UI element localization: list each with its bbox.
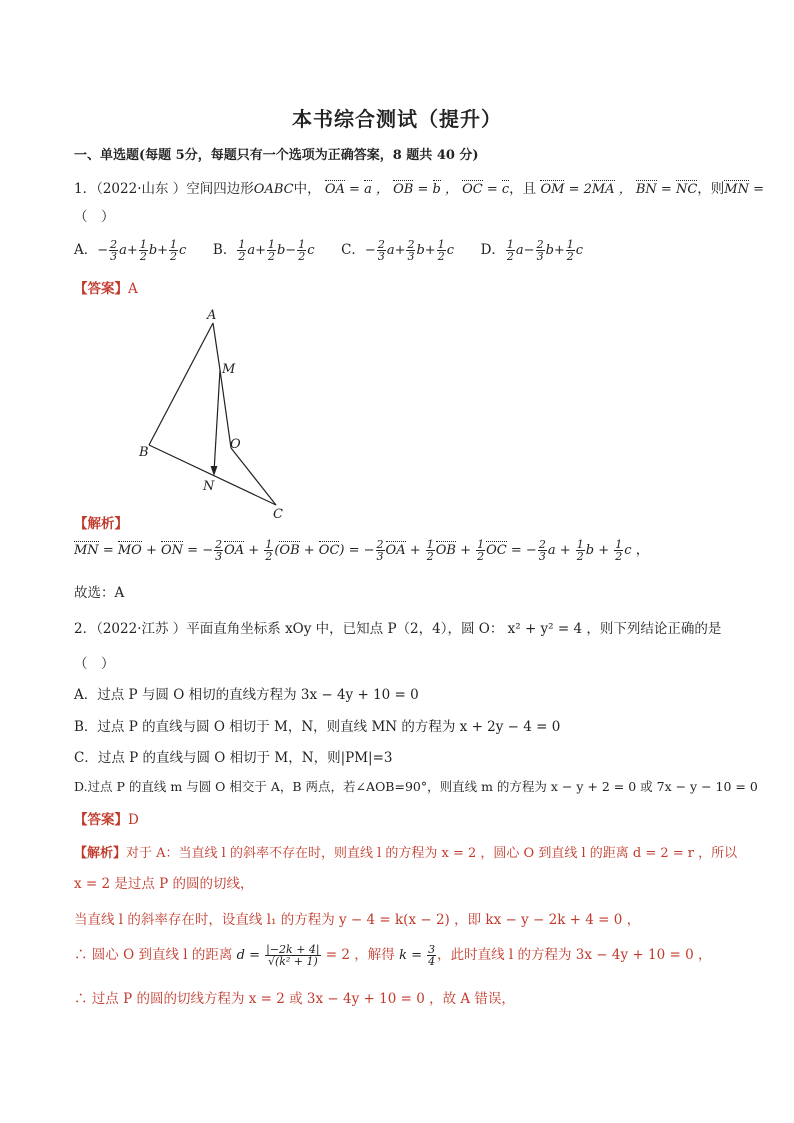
page-title: 本书综合测试（提升）: [292, 107, 502, 131]
q1-analysis-label: 【解析】: [74, 516, 128, 532]
q2-analysis-line4: ∴ 圆心 O 到直线 l 的距离 d = $\frac{|-2k + 4|}{\text{√(k² + 1)}}$ = 2 ，解得 k = $\frac{3}{4}$ ，此时直线 l 的方程为 3x − 4y + 10 = 0 ，: [74, 943, 712, 968]
q1-stem: 1．（2022·山东 ）空间四边形OABC中， OA = a ， OB = b ， OC = c，且 OM = 2MA ， BN = NC，则MN =: [74, 181, 764, 197]
label-b: B: [139, 445, 149, 460]
q2-answer: 【答案】D: [74, 812, 139, 828]
q2-option-c: C．过点 P 的直线与圆 O 相切于 M，N，则|PM|=3: [74, 750, 393, 766]
label-c: C: [273, 507, 283, 522]
q2-option-d: D.过点 P 的直线 m 与圆 O 相交于 A，B 两点，若∠AOB=90°，则直线 m 的方程为 x − y + 2 = 0 或 7x − y − 10 = 0: [74, 779, 758, 794]
label-n: N: [203, 479, 215, 494]
q2-paren: （ ）: [74, 656, 115, 672]
q2-option-a: A．过点 P 与圆 O 相切的直线方程为 3x − 4y + 10 = 0: [74, 687, 419, 703]
q1-analysis: MN = MO + ON = − $\frac{2}{3}$ OA + $\frac{1}{2}$ (OB + OC) = − $\frac{2}{3}$ OA + $\frac{1}{2}$ OB + $\frac{1}{2}$ OC = − $\frac{2}{3}$ a + $\frac{1}{2}$ b + $\frac{1}{2}$ c ，: [74, 538, 650, 563]
q2-analysis-line1: 【解析】对于 A：当直线 l 的斜率不存在时，则直线 l 的方程为 x = 2 ，圆心 O 到直线 l 的距离 d = 2 = r ，所以: [74, 846, 738, 861]
q2-analysis-line2: x = 2 是过点 P 的圆的切线，: [74, 876, 254, 892]
label-a: A: [207, 308, 217, 323]
tetrahedron-figure: [130, 300, 300, 525]
q1-conclusion: 故选：A: [74, 585, 125, 601]
q1-paren: （ ）: [74, 209, 115, 225]
q1-options: A．− $\frac{2}{3}$ a+ $\frac{1}{2}$ b+ $\frac{1}{2}$ c B． $\frac{1}{2}$ a+ $\frac{1}{2}$ b− $\frac{1}{2}$ c C．− $\frac{2}{3}$ a+ $\frac{2}{3}$ b+ $\frac{1}{2}$ c D． $\frac{1}{2}$ a− $\frac{2}{3}$ b+ $\frac{1}{2}$ c: [74, 238, 584, 263]
label-o: O: [230, 437, 241, 452]
q2-analysis-line3: 当直线 l 的斜率存在时，设直线 l₁ 的方程为 y − 4 = k(x − 2) ，即 kx − y − 2k + 4 = 0 ，: [74, 912, 641, 928]
q2-option-b: B．过点 P 的直线与圆 O 相切于 M，N，则直线 MN 的方程为 x + 2y − 4 = 0: [74, 719, 561, 735]
label-m: M: [222, 362, 236, 377]
q1-answer: 【答案】A: [74, 281, 138, 297]
q2-analysis-line5: ∴ 过点 P 的圆的切线方程为 x = 2 或 3x − 4y + 10 = 0 ，故 A 错误，: [74, 991, 515, 1007]
q2-stem: 2．（2022·江苏 ）平面直角坐标系 xOy 中，已知点 P（2，4），圆 O： x² + y² = 4 ，则下列结论正确的是: [74, 621, 722, 637]
section-heading: 一、单选题(每题 5分，每题只有一个选项为正确答案，8 题共 40 分): [74, 148, 479, 163]
